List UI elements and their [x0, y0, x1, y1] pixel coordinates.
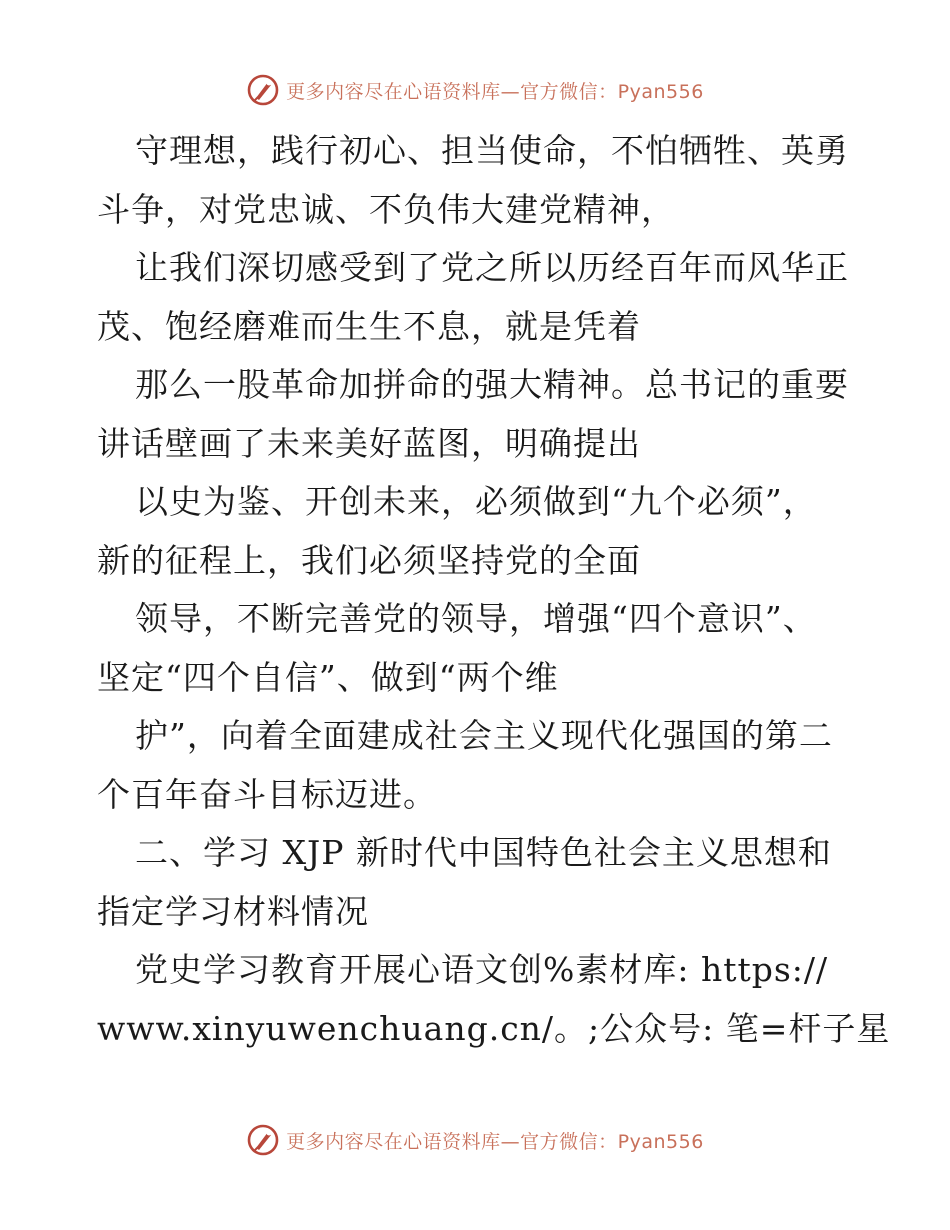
paragraph: [97, 239, 857, 356]
footer-banner: [0, 1120, 950, 1160]
paragraph: [97, 356, 857, 473]
text-line: 个百年奋斗目标迈进。: [97, 774, 437, 814]
text-line: 二、学习 XJP 新时代中国特色社会主义思想和: [135, 833, 832, 872]
header-banner: [0, 70, 950, 110]
document-body: [97, 122, 891, 1058]
header-banner-sep: —: [500, 80, 521, 103]
text-line: www.xinyuwenchuang.cn/。;公众号: 笔=杆子星: [97, 1008, 891, 1048]
text-line: 守理想，践行初心、担当使命，不怕牺牲、英勇: [135, 131, 849, 170]
quill-logo-icon: [246, 73, 280, 107]
text-line: 以史为鉴、开创未来，必须做到“九个必须”，: [135, 482, 817, 521]
header-banner-contact: 官方微信：Pyan556: [520, 80, 704, 103]
footer-banner-contact: 官方微信：Pyan556: [520, 1130, 704, 1153]
text-line: 茂、饱经磨难而生生不息，就是凭着: [97, 306, 641, 346]
text-line: 让我们深切感受到了党之所以历经百年而风华正: [135, 248, 849, 287]
paragraph: [97, 122, 857, 239]
paragraph: [97, 473, 857, 590]
text-line: 新的征程上，我们必须坚持党的全面: [97, 540, 641, 580]
paragraph: [97, 590, 857, 707]
text-line: 护”，向着全面建成社会主义现代化强国的第二: [135, 716, 833, 755]
paragraph: [97, 941, 891, 1058]
section-heading: [97, 824, 857, 941]
text-line: 坚定“四个自信”、做到“两个维: [97, 657, 559, 697]
header-banner-text: [286, 77, 704, 104]
text-line: 指定学习材料情况: [97, 891, 369, 931]
footer-banner-content: [246, 1123, 704, 1157]
paragraph: [97, 707, 857, 824]
footer-banner-sep: —: [500, 1130, 521, 1153]
footer-banner-main: 更多内容尽在心语资料库: [286, 1130, 501, 1153]
footer-banner-text: [286, 1127, 704, 1154]
text-line: 那么一股革命加拼命的强大精神。总书记的重要: [135, 365, 849, 404]
quill-logo-icon: [246, 1123, 280, 1157]
text-line: 讲话壁画了未来美好蓝图，明确提出: [97, 423, 641, 463]
text-line: 斗争，对党忠诚、不负伟大建党精神，: [97, 189, 675, 229]
text-line: 党史学习教育开展心语文创%素材库: https://: [135, 950, 829, 989]
header-banner-main: 更多内容尽在心语资料库: [286, 80, 501, 103]
text-line: 领导，不断完善党的领导，增强“四个意识”、: [135, 599, 817, 638]
header-banner-content: [246, 73, 704, 107]
